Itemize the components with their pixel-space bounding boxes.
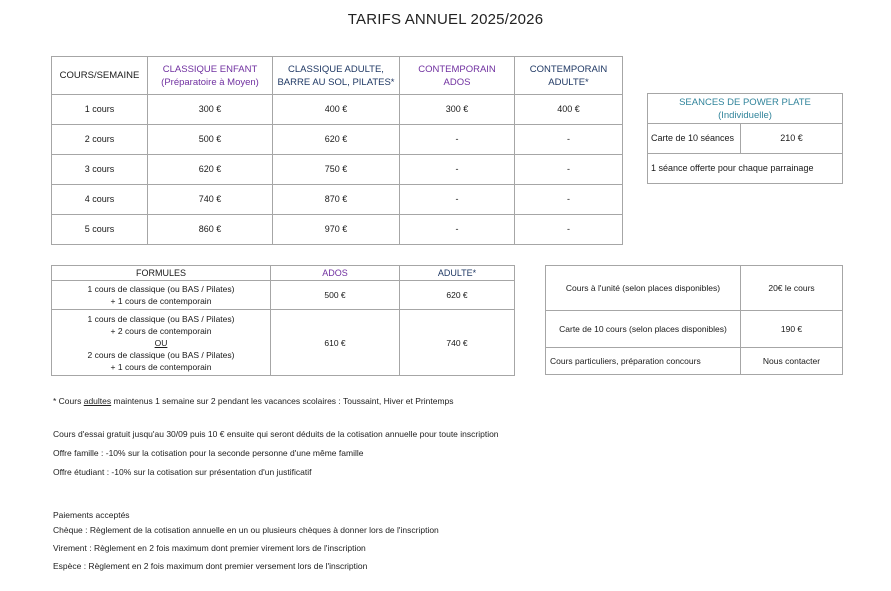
adult-note <box>53 396 454 406</box>
formule-description <box>52 310 271 376</box>
unit-price-table <box>545 265 843 375</box>
table-row <box>52 310 515 376</box>
table-cell: - <box>515 215 623 245</box>
header-contemporain-adulte-line2: ADULTE* <box>548 76 589 88</box>
table-row <box>546 266 843 311</box>
table-cell: 500 € <box>148 125 273 155</box>
header-contemporain-ados-line1: CONTEMPORAIN <box>418 63 496 75</box>
table-row <box>52 215 623 245</box>
formule-line: 2 cours de classique (ou BAS / Pilates) <box>87 349 235 360</box>
table-cell: 3 cours <box>52 155 148 185</box>
table-row <box>648 124 843 154</box>
table-cell: 400 € <box>515 95 623 125</box>
unit-price: 190 € <box>741 311 843 348</box>
formule-price-ados: 500 € <box>271 281 400 310</box>
payment-espece: Espèce : Règlement en 2 fois maximum dont premier versement lors de l'inscription <box>53 561 368 571</box>
table-row <box>52 155 623 185</box>
table-cell: 870 € <box>273 185 400 215</box>
power-plate-card-label: Carte de 10 séances <box>648 124 741 154</box>
adult-note-underlined: adultes <box>83 396 112 406</box>
formules-table <box>51 265 515 376</box>
page-title: TARIFS ANNUEL 2025/2026 <box>347 11 544 28</box>
header-contemporain-adulte <box>515 57 623 95</box>
table-cell: 1 cours <box>52 95 148 125</box>
payments-title: Paiements acceptés <box>53 510 130 520</box>
adult-note-prefix: * Cours <box>53 396 84 406</box>
header-formules: FORMULES <box>52 266 271 281</box>
formule-description <box>52 281 271 310</box>
table-cell: 620 € <box>148 155 273 185</box>
power-plate-header <box>648 94 843 124</box>
table-cell: 5 cours <box>52 215 148 245</box>
table-row <box>648 154 843 184</box>
power-plate-offer: 1 séance offerte pour chaque parrainage <box>648 154 843 184</box>
table-cell: - <box>400 185 515 215</box>
header-contemporain-ados <box>400 57 515 95</box>
power-plate-table <box>647 93 843 184</box>
table-cell: - <box>400 155 515 185</box>
table-row <box>546 348 843 375</box>
formule-line: + 1 cours de contemporain <box>110 296 212 306</box>
header-classique-enfant-line2: (Préparatoire à Moyen) <box>161 76 259 88</box>
payment-virement: Virement : Règlement en 2 fois maximum dont premier virement lors de l'inscription <box>53 543 366 553</box>
table-cell: 300 € <box>148 95 273 125</box>
table-cell: 620 € <box>273 125 400 155</box>
unit-label: Carte de 10 cours (selon places disponibles) <box>546 311 741 348</box>
table-cell: 750 € <box>273 155 400 185</box>
formule-or-separator: OU <box>154 337 168 348</box>
formule-price-adulte: 620 € <box>400 281 515 310</box>
header-classique-adulte <box>273 57 400 95</box>
main-price-table <box>51 56 623 245</box>
formules-header-row <box>52 266 515 281</box>
formule-line: + 2 cours de contemporain <box>110 325 212 336</box>
trial-note: Cours d'essai gratuit jusqu'au 30/09 puis 10 € ensuite qui seront déduits de la cotisation annuelle pour toute inscription <box>53 429 499 439</box>
table-cell: 860 € <box>148 215 273 245</box>
table-cell: 4 cours <box>52 185 148 215</box>
family-offer-note: Offre famille : -10% sur la cotisation pour la seconde personne d'une même famille <box>53 448 364 458</box>
unit-label: Cours à l'unité (selon places disponibles) <box>546 266 741 311</box>
header-cours-semaine: COURS/SEMAINE <box>52 57 148 95</box>
table-cell: 300 € <box>400 95 515 125</box>
table-row <box>52 125 623 155</box>
formule-price-adulte: 740 € <box>400 310 515 376</box>
table-cell: 400 € <box>273 95 400 125</box>
header-classique-adulte-line1: CLASSIQUE ADULTE, <box>288 63 384 75</box>
formule-line: 1 cours de classique (ou BAS / Pilates) <box>87 313 235 324</box>
table-row <box>52 95 623 125</box>
power-plate-title: SEANCES DE POWER PLATE <box>679 96 811 108</box>
unit-label: Cours particuliers, préparation concours <box>546 348 741 375</box>
table-row <box>546 311 843 348</box>
header-ados: ADOS <box>271 266 400 281</box>
power-plate-header-row <box>648 94 843 124</box>
header-contemporain-adulte-line1: CONTEMPORAIN <box>529 63 608 75</box>
unit-price: 20€ le cours <box>741 266 843 311</box>
table-cell: 2 cours <box>52 125 148 155</box>
power-plate-subtitle: (Individuelle) <box>718 109 772 121</box>
unit-price: Nous contacter <box>741 348 843 375</box>
table-cell: - <box>515 185 623 215</box>
header-classique-enfant <box>148 57 273 95</box>
header-classique-enfant-line1: CLASSIQUE ENFANT <box>162 63 258 75</box>
payment-cheque: Chèque : Règlement de la cotisation annuelle en un ou plusieurs chèques à donner lors de l'inscription <box>53 525 439 535</box>
table-cell: - <box>515 125 623 155</box>
formule-line: 1 cours de classique (ou BAS / Pilates) <box>87 284 235 294</box>
table-row <box>52 281 515 310</box>
power-plate-card-price: 210 € <box>741 124 843 154</box>
formule-line: + 1 cours de contemporain <box>110 361 212 372</box>
adult-note-suffix: maintenus 1 semaine sur 2 pendant les vacances scolaires : Toussaint, Hiver et Printemps <box>111 396 454 406</box>
table-cell: 740 € <box>148 185 273 215</box>
student-offer-note: Offre étudiant : -10% sur la cotisation sur présentation d'un justificatif <box>53 467 312 477</box>
table-cell: - <box>400 125 515 155</box>
table-cell: - <box>400 215 515 245</box>
table-cell: 970 € <box>273 215 400 245</box>
table-row <box>52 185 623 215</box>
table-cell: - <box>515 155 623 185</box>
main-header-row <box>52 57 623 95</box>
header-adulte: ADULTE* <box>400 266 515 281</box>
header-classique-adulte-line2: BARRE AU SOL, PILATES* <box>277 76 395 88</box>
formule-price-ados: 610 € <box>271 310 400 376</box>
header-contemporain-ados-line2: ADOS <box>443 76 471 88</box>
